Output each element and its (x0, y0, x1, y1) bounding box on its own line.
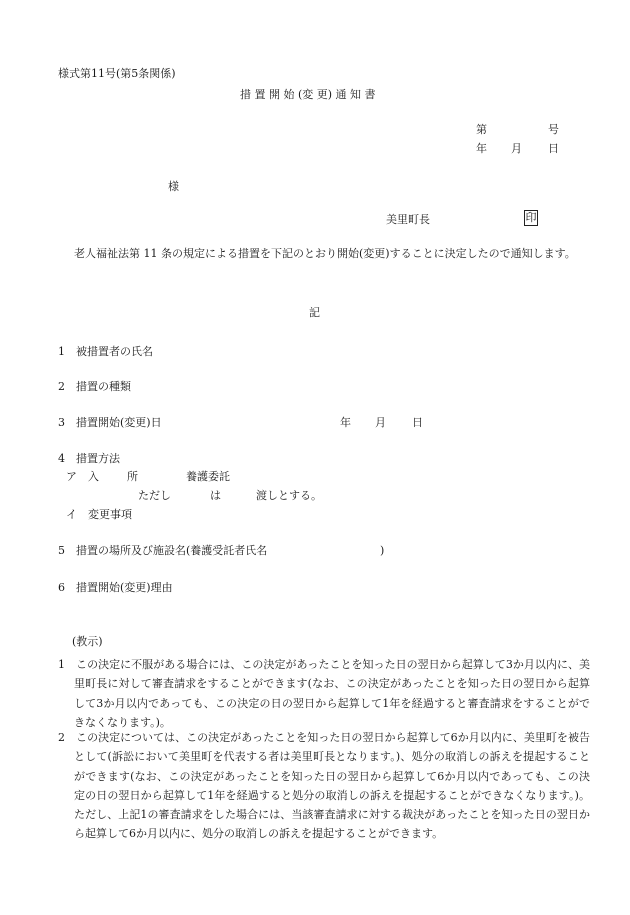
notice-body: 老人福祉法第 11 条の規定による措置を下記のとおり開始(変更)することに決定したので通知します。 (74, 247, 576, 260)
date-day-label: 日 (548, 142, 559, 155)
issuer-name: 美里町長 (386, 213, 430, 226)
item-1-subject-name: 1 被措置者の氏名 (58, 345, 153, 358)
item-4-proviso-handover: 渡しとする。 (256, 489, 322, 502)
seal-mark: 印 (525, 211, 537, 224)
number-prefix: 第 (476, 123, 487, 136)
date-month-label: 月 (511, 142, 522, 155)
item-3-start-date: 3 措置開始(変更)日 (58, 416, 162, 429)
number-suffix: 号 (548, 123, 559, 136)
item-6-reason: 6 措置開始(変更)理由 (58, 581, 173, 594)
item-4-option-a-admission: 所 (127, 470, 138, 483)
item-5-close-paren: ) (380, 544, 385, 557)
item-4-option-a: ア 入 (66, 470, 99, 483)
document-title: 措 置 開 始 (変 更) 通 知 書 (240, 88, 376, 101)
item-4-option-b-change: イ 変更事項 (66, 508, 132, 521)
date-year-label: 年 (476, 142, 487, 155)
kyoji-heading: (教示) (72, 635, 103, 648)
item-4-proviso: ただし (138, 489, 171, 502)
kyoji-note-1: 1 この決定に不服がある場合には、この決定があったことを知った日の翌日から起算して3か月以内に、美里町長に対して審査請求をすることができます(なお、この決定があったことを知った日の翌日から起算して3か月以内であっても、この決定の日の翌日から起算して1年を経過すると審査請求をすることができなくなります。)。 (58, 658, 590, 729)
item-4-proviso-particle: は (210, 489, 221, 502)
ki-heading: 記 (309, 306, 320, 319)
item-5-place-facility: 5 措置の場所及び施設名(養護受託者氏名 (58, 544, 268, 557)
form-label: 様式第11号(第5条関係) (58, 67, 176, 80)
item-3-year-label: 年 (340, 416, 351, 429)
item-4-option-a-foster: 養護委託 (186, 470, 230, 483)
item-3-month-label: 月 (375, 416, 386, 429)
item-2-measure-type: 2 措置の種類 (58, 380, 131, 393)
addressee-suffix: 様 (168, 180, 179, 193)
item-4-measure-method: 4 措置方法 (58, 452, 120, 465)
item-3-day-label: 日 (412, 416, 423, 429)
kyoji-note-2: 2 この決定については、この決定があったことを知った日の翌日から起算して6か月以内に、美里町を被告として(訴訟において美里町を代表する者は美里町長となります。)、処分の取消しの訴えを提起することができます(なお、この決定があったことを知った日の翌日から起算して6か月以内であっても、この決定の日の翌日から起算して1年を経過すると処分の取消しの訴えを提起することができなくなります。)。ただし、上記1の審査請求をした場合には、当該審査請求に対する裁決があったことを知った日の翌日から起算して6か月以内に、処分の取消しの訴えを提起することができます。 (58, 731, 590, 841)
